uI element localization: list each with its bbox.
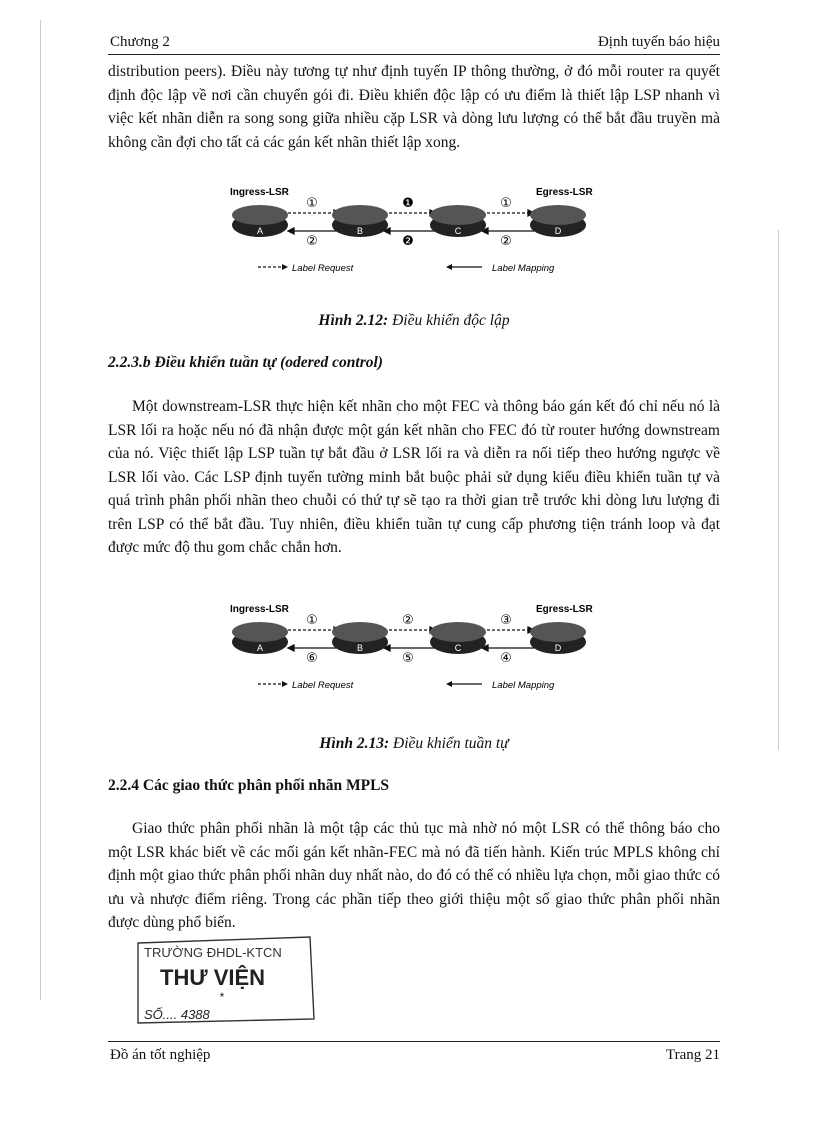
router-D-icon: [530, 622, 586, 654]
figure-2-caption: Hình 2.13: Điều khiển tuần tự: [319, 735, 509, 752]
page-footer: [108, 1041, 720, 1063]
mark-top-3: ③: [500, 612, 512, 627]
footer-left: Đồ án tốt nghiệp: [110, 1047, 211, 1063]
legend-mapping: Label Mapping: [492, 263, 555, 274]
svg-text:B: B: [356, 643, 364, 653]
egress-label: Egress-LSR: [536, 604, 593, 615]
mark-bottom-1: ②: [306, 233, 318, 248]
stamp-line-1: TRƯỜNG ĐHDL-KTCN: [144, 945, 282, 960]
page-number: Trang 21: [665, 1047, 720, 1063]
figure-1-caption: Hình 2.12: Điều khiển độc lập: [318, 312, 510, 329]
stamp-line-3: SỐ.... 4388: [144, 1007, 210, 1022]
svg-text:B: B: [356, 226, 364, 236]
legend-request: Label Request: [292, 263, 354, 274]
figure-independent-control: [230, 183, 600, 283]
legend-mapping: Label Mapping: [492, 680, 555, 691]
svg-text:A: A: [256, 226, 264, 236]
mark-bottom-2: ❷: [402, 233, 414, 248]
mark-bottom-1: ⑥: [306, 650, 318, 665]
svg-text:*: *: [219, 990, 225, 1004]
router-B-icon: [332, 622, 388, 654]
legend-request: Label Request: [292, 680, 354, 691]
paragraph-2: Một downstream-LSR thực hiện kết nhãn cho một FEC và thông báo gán kết đó chỉ nếu nó là LSR lối ra hoặc nếu nó đã nhận được một gán kết nhãn cho FEC đó từ router hướng downstream của nó. Việc thiết lập LSP tuần tự bắt đầu ở LSR lối ra và diễn ra nối tiếp theo hướng ngược về LSR lối vào. Các LSP định tuyến tường minh bắt buộc phải sử dụng kiểu điều khiển tuần tự và quá trình phân phối nhãn theo chuỗi có thứ tự sẽ tạo ra thời gian trễ trước khi dòng lưu lượng đi trên LSP có thể bắt đầu. Tuy nhiên, điều khiển tuần tự cung cấp phương tiện tránh loop và đạt được mức độ thu gom chắc chắn hơn.: [108, 398, 720, 556]
svg-text:D: D: [554, 643, 562, 653]
mark-bottom-2: ⑤: [402, 650, 414, 665]
figure-ordered-control: [230, 600, 600, 700]
ingress-label: Ingress-LSR: [230, 604, 289, 615]
mark-top-1: ①: [306, 612, 318, 627]
mark-bottom-3: ④: [500, 650, 512, 665]
router-C-icon: [430, 622, 486, 654]
ingress-label: Ingress-LSR: [230, 187, 289, 198]
router-C-icon: [430, 205, 486, 237]
scan-margin-right: [778, 230, 779, 750]
paragraph-3: Giao thức phân phối nhãn là một tập các thủ tục mà nhờ nó một LSR có thể thông báo cho một LSR khác biết về các mối gán kết nhãn-FEC mà nó đã tiến hành. Kiến trúc MPLS không chỉ định một giao thức phân phối nhãn duy nhất nào, do đó có thể có nhiều lựa chọn, mỗi giao thức có ưu và nhược điểm riêng. Trong các phần tiếp theo giới thiệu một số giao thức phân phối nhãn được dùng phổ biến.: [108, 820, 720, 931]
chapter-label: Chương 2: [110, 34, 170, 50]
stamp-line-2: THƯ VIỆN: [160, 965, 266, 990]
svg-text:C: C: [454, 226, 462, 236]
mark-top-2: ②: [402, 612, 414, 627]
chapter-title: Định tuyến báo hiệu: [597, 34, 720, 50]
mark-top-2: ❶: [402, 195, 414, 210]
section-heading-2-2-3-b: 2.2.3.b Điều khiển tuần tự (odered control): [108, 354, 383, 371]
mark-bottom-3: ②: [500, 233, 512, 248]
router-D-icon: [530, 205, 586, 237]
svg-text:A: A: [256, 643, 264, 653]
router-A-icon: [232, 622, 288, 654]
section-heading-2-2-4: 2.2.4 Các giao thức phân phối nhãn MPLS: [108, 777, 390, 794]
library-stamp: [132, 935, 318, 1025]
mark-top-3: ①: [500, 195, 512, 210]
page-header: [108, 32, 720, 55]
router-B-icon: [332, 205, 388, 237]
router-A-icon: [232, 205, 288, 237]
svg-text:C: C: [454, 643, 462, 653]
scan-margin-left: [40, 20, 41, 1000]
egress-label: Egress-LSR: [536, 187, 593, 198]
paragraph-1: distribution peers). Điều này tương tự như định tuyến IP thông thường, ở đó mỗi router ra quyết định độc lập về nơi cần chuyển gói đi. Điều khiển độc lập có ưu điểm là thiết lập LSP nhanh vì việc kết nhãn diễn ra song song giữa nhiều cặp LSR và dòng lưu lượng có thể bắt đầu truyền mà không cần đợi cho tất cả các gán kết nhãn thiết lập xong.: [108, 63, 720, 151]
svg-text:D: D: [554, 226, 562, 236]
mark-top-1: ①: [306, 195, 318, 210]
